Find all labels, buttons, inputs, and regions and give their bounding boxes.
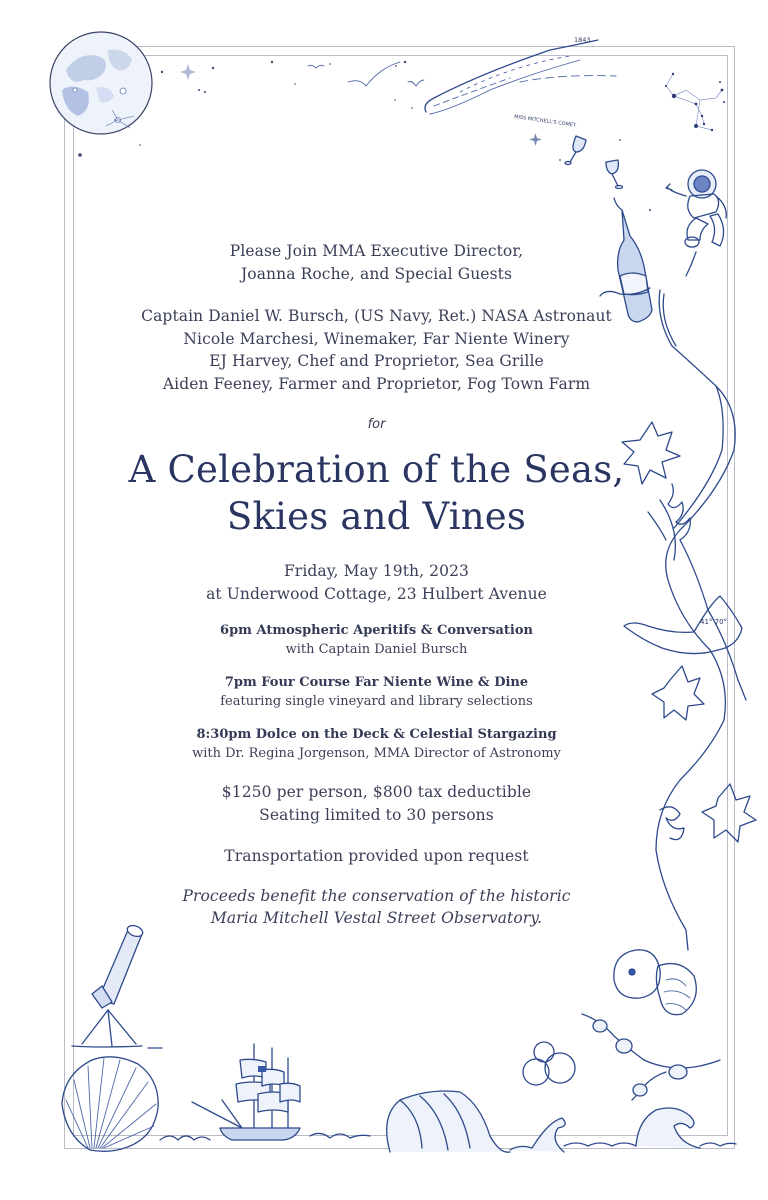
pricing-line: Seating limited to 30 persons: [259, 805, 494, 824]
pricing-line: $1250 per person, $800 tax deductible: [221, 783, 532, 801]
transportation-note: [80, 845, 673, 868]
map-coordinates-label: 41° 70°: [700, 618, 728, 626]
event-title: [80, 446, 673, 540]
schedule-heading: 7pm Four Course Far Niente Wine & Dine: [224, 675, 529, 690]
intro-line: Please Join MMA Executive Director,: [229, 242, 524, 260]
scallop-shell-illustration: [58, 1050, 164, 1154]
grape-leaf-3: [702, 784, 756, 842]
schedule-detail: with Captain Daniel Bursch: [285, 642, 468, 657]
transportation-line: Transportation provided upon request: [224, 847, 529, 865]
event-title-line: Skies and Vines: [226, 495, 527, 538]
schedule-heading: 6pm Atmospheric Aperitifs & Conversation: [220, 623, 533, 638]
event-date: Friday, May 19th, 2023: [283, 562, 470, 580]
proceeds-line: Proceeds benefit the conservation of the historic: [182, 886, 571, 905]
guests-list: [80, 305, 673, 395]
intro-block: [80, 240, 673, 285]
telescope-illustration: [72, 920, 182, 1060]
schedule-detail: featuring single vineyard and library selections: [220, 694, 533, 709]
comet-year-label: 1843: [574, 36, 591, 44]
event-location: at Underwood Cottage, 23 Hulbert Avenue: [206, 584, 547, 603]
pricing-block: [80, 781, 673, 826]
event-title-line: A Celebration of the Seas,: [128, 448, 625, 491]
schedule-item: [80, 673, 673, 711]
guest-line: Aiden Feeney, Farmer and Proprietor, Fog Town Farm: [162, 374, 591, 393]
guest-line: Captain Daniel W. Bursch, (US Navy, Ret.) NASA Astronaut: [141, 307, 612, 325]
wine-glasses-illustration: [562, 134, 642, 194]
comet-name-label: MISS MITCHELL'S COMET: [513, 114, 577, 129]
schedule-detail: with Dr. Regina Jorgenson, MMA Director of Astronomy: [192, 746, 561, 761]
constellation-illustration: [660, 70, 740, 140]
schedule-item: [80, 725, 673, 763]
schedule-heading: 8:30pm Dolce on the Deck & Celestial Stargazing: [196, 727, 557, 742]
schedule-item: [80, 621, 673, 659]
seaweed-illustration: [580, 1010, 720, 1105]
guest-line: EJ Harvey, Chef and Proprietor, Sea Grille: [209, 352, 544, 370]
comet-illustration: [420, 30, 640, 140]
proceeds-line: Maria Mitchell Vestal Street Observatory.: [210, 909, 543, 927]
invitation-body: [80, 240, 673, 930]
for-label: for: [367, 417, 386, 432]
proceeds-note: [80, 885, 673, 930]
date-location-block: [80, 560, 673, 605]
guest-line: Nicole Marchesi, Winemaker, Far Niente Winery: [183, 329, 570, 348]
intro-line: Joanna Roche, and Special Guests: [240, 264, 513, 283]
